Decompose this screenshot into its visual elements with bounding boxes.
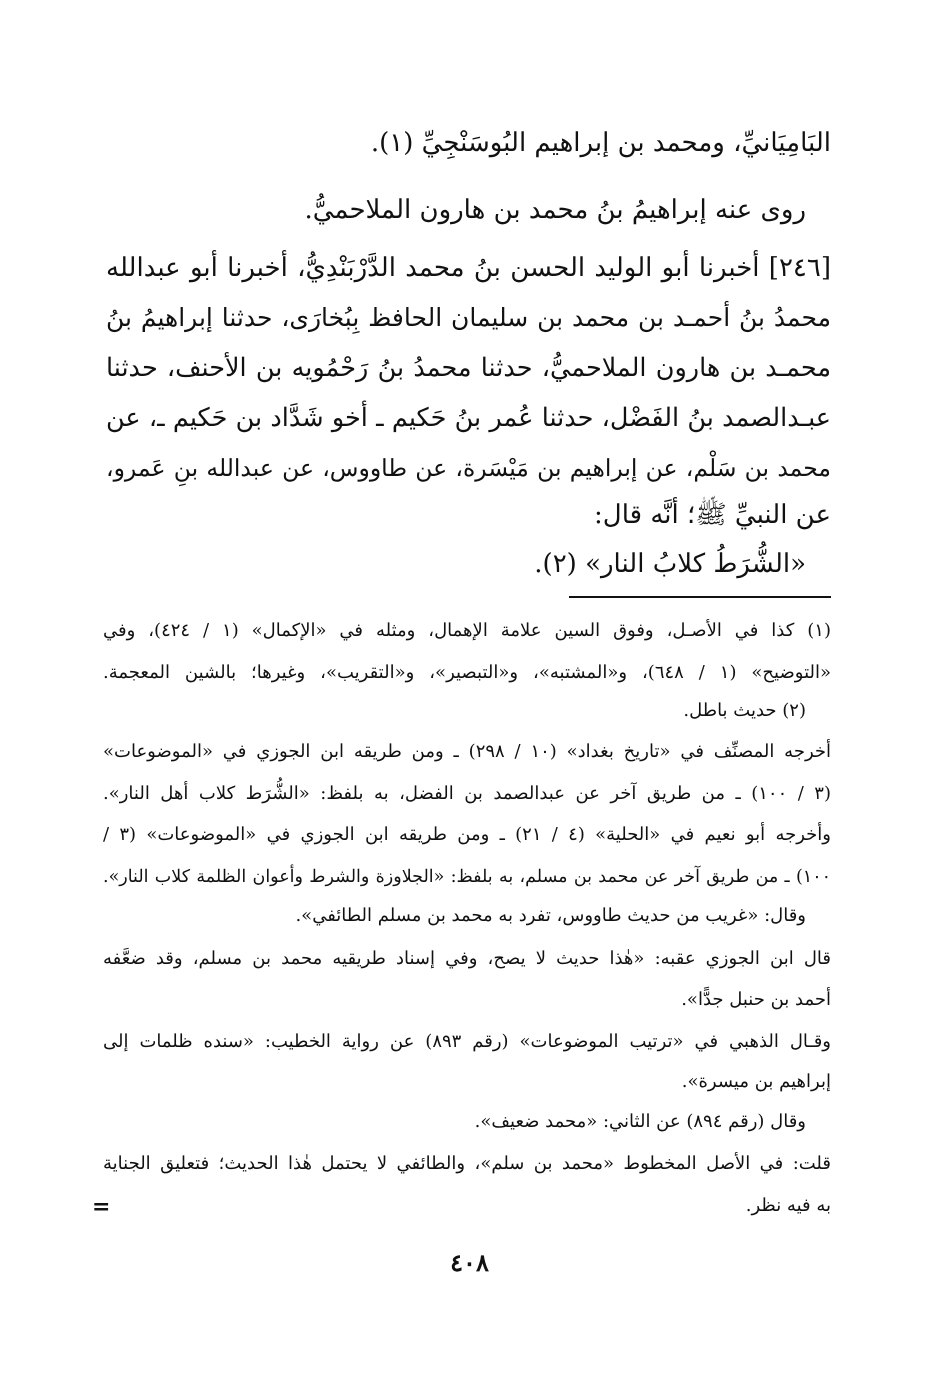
footnote-line: أحمد بن حنبل جدًّا». — [681, 989, 831, 1010]
hadith-text-line: [٢٤٦] أخبرنا أبو الوليد الحسن بنُ محمد الدَّرْبَنْدِيُّ، أخبرنا أبو عبدالله — [106, 253, 831, 283]
footnote-line: به فيه نظر. — [745, 1195, 831, 1216]
hadith-text-line: محمدُ بنُ أحمـد بن محمد بن سليمان الحافظ بِبُخارَى، حدثنا إبراهيمُ بنُ — [106, 303, 831, 332]
footnote-line: (٣ / ١٠٠) ـ من طريق آخر عن عبدالصمد بن الفضل، به بلفظ: «الشُّرَط كلاب أهل النار». — [103, 783, 831, 804]
footnote-line: أخرجه المصنِّف في «تاريخ بغداد» (١٠ / ٢٩٨) ـ ومن طريقه ابن الجوزي في «الموضوعات» — [103, 741, 832, 762]
footnote-line: إبراهيم بن ميسرة». — [681, 1071, 831, 1092]
footnote-line: (٢) حديث باطل. — [683, 700, 806, 721]
main-text-line: روى عنه إبراهيمُ بنُ محمد بن هارون الملاحميُّ. — [304, 195, 806, 225]
footnote-line: قال ابن الجوزي عقبه: «هٰذا حديث لا يصح، وفي إسناد طريقيه محمد بن مسلم، وقد ضعَّفه — [103, 948, 832, 969]
footnote-line: ١٠٠) ـ من طريق آخر عن محمد بن مسلم، به بلفظ: «الجلاوزة والشرط وأعوان الظلمة كلاب النار». — [103, 867, 831, 887]
hadith-text-line: محمد بن سَلْم، عن إبراهيم بن مَيْسَرة، عن طاووس، عن عبدالله بنِ عَمرو، — [106, 454, 831, 482]
footnote-divider — [569, 596, 831, 598]
footnote-line: وقال (رقم ٨٩٤) عن الثاني: «محمد ضعيف». — [474, 1111, 806, 1132]
continuation-mark: = — [92, 1194, 111, 1220]
hadith-text-line: محمـد بن هارون الملاحميُّ، حدثنا محمدُ بنُ رَحْمُويه بن الأحنف، حدثنا — [106, 353, 831, 383]
hadith-text-line: عن النبيِّ ﷺ؛ أنَّه قال: — [594, 500, 831, 530]
main-text-line: البَامِيَانيِّ، ومحمد بن إبراهيم البُوسَنْجِيِّ (١). — [370, 128, 831, 158]
footnote-line: وأخرجه أبو نعيم في «الحلية» (٤ / ٢١) ـ ومن طريقه ابن الجوزي في «الموضوعات» (٣ / — [103, 824, 831, 845]
footnote-line: وقال: «غريب من حديث طاووس، تفرد به محمد بن مسلم الطائفي». — [295, 905, 806, 926]
footnote-line: قلت: في الأصل المخطوط «محمد بن سلم»، والطائفي لا يحتمل هٰذا الحديث؛ فتعليق الجناية — [103, 1153, 831, 1174]
footnote-line: «التوضيح» (١ / ٦٤٨)، و«المشتبه»، و«التبصير»، و«التقريب»، وغيرها؛ بالشين المعجمة. — [103, 662, 831, 683]
footnote-line: (١) كذا في الأصـل، وفوق السين علامة الإهمال، ومثله في «الإكمال» (١ / ٤٢٤)، وفي — [103, 620, 831, 641]
hadith-quote: «الشُّرَطُ كلابُ النار» (٢). — [534, 549, 806, 579]
page-number: ٤٠٨ — [450, 1248, 489, 1277]
footnote-line: وقـال الذهبي في «ترتيب الموضوعات» (رقم ٨٩٣) عن رواية الخطيب: «سنده ظلمات إلى — [103, 1031, 831, 1052]
hadith-text-line: عبـدالصمد بنُ الفَضْل، حدثنا عُمر بنُ حَكيم ـ أخو شَدَّاد بن حَكيم ـ، عن — [106, 403, 831, 433]
